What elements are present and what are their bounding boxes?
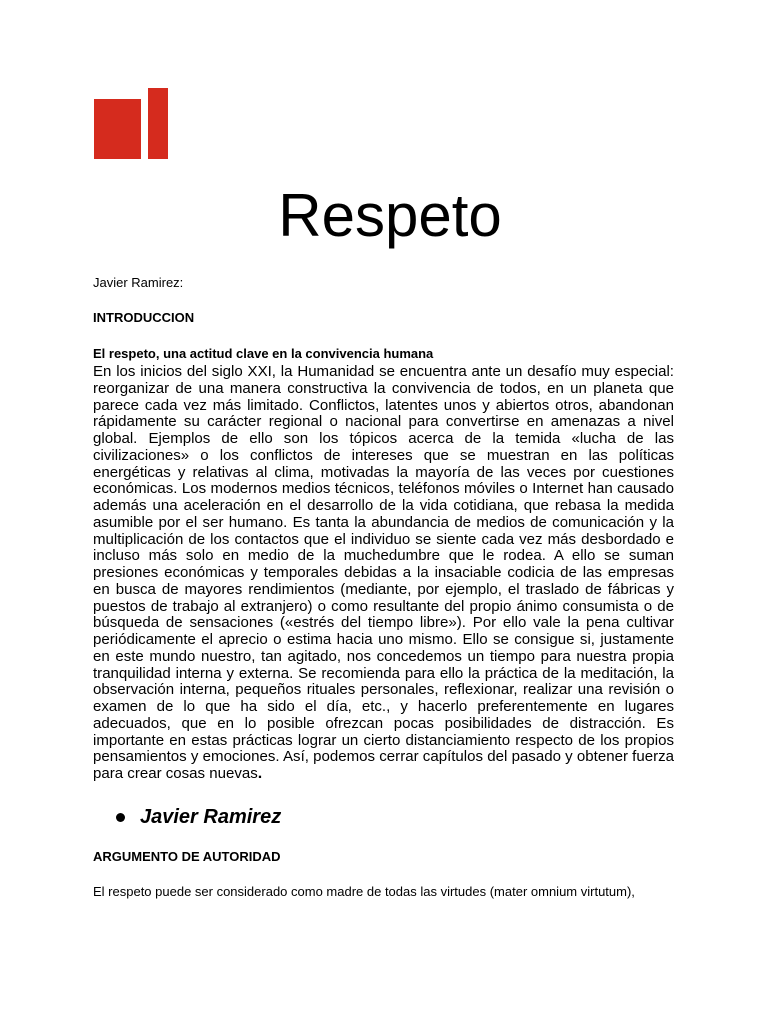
document-title: Respeto — [278, 182, 502, 249]
logo-icon — [94, 88, 168, 159]
bullet-item — [116, 804, 281, 830]
bullet-author-name: Javier Ramirez — [140, 806, 282, 828]
author-line: Javier Ramirez: — [93, 275, 184, 290]
body-end-period: . — [257, 765, 263, 782]
bullet-dot-icon — [116, 813, 125, 822]
body-paragraph — [93, 364, 674, 783]
section-heading-introduccion: INTRODUCCION — [93, 310, 195, 325]
body-text: En los inicios del siglo XXI, la Humanidad se encuentra ante un desafío muy especial: reorganizar de una manera constructiva la convivencia de todos, en un planeta que parece cada vez más limitado. Conflictos, latentes unos y abiertos otros, abandonan rápidamente su carácter regional o nacional para convertirse en amenazas a nivel global. Ejemplos de ello son los tópicos acerca de la temida «lucha de las civilizaciones» o los conflictos de intereses que se muestran en las políticas energéticas y relativas al clima, motivadas la mayoría de las veces por cuestiones económicas. Los modernos medios técnicos, teléfonos móviles o Internet han causado además una aceleración en el desarrollo de la vida cotidiana, que rebasa la medida asumible por el ser humano. Es tanta la abundancia de medios de comunicación y la multiplicación de los contactos que el individuo se siente cada vez más desbordado e incluso más solo en medio de la muchedumbre que le rodea. A ello se suman presiones económicas y temporales debidas a la insaciable codicia de las empresas en busca de mayores rendimientos (mediante, por ejemplo, el traslado de fábricas y puestos de trabajo al extranjero) o como resultante del propio ánimo consumista o de búsqueda de sensaciones («estrés del tiempo libre»). Por ello vale la pena cultivar periódicamente el aprecio o estima hacia uno mismo. Ello se consigue si, justamente en este mundo nuestro, tan agitado, nos concedemos un tiempo para nuestra propia tranquilidad interna y externa. Se recomienda para ello la práctica de la meditación, la observación interna, pequeños rituales personales, reflexionar, realizar una revisión o examen de lo que ha sido el día, etc., y hacerlo preferentemente en lugares adecuados, que en lo posible ofrezcan pocas posibilidades de distracción. Es importante en estas prácticas lograr un cierto distanciamiento respecto de los propios pensamientos y emociones. Así, podemos cerrar capítulos del pasado y obtener fuerza para crear cosas nuevas — [93, 363, 674, 782]
subheading: El respeto, una actitud clave en la convivencia humana — [93, 346, 434, 361]
closing-paragraph: El respeto puede ser considerado como madre de todas las virtudes (mater omnium virtutum), — [93, 884, 635, 899]
section-heading-argumento: ARGUMENTO DE AUTORIDAD — [93, 849, 281, 864]
